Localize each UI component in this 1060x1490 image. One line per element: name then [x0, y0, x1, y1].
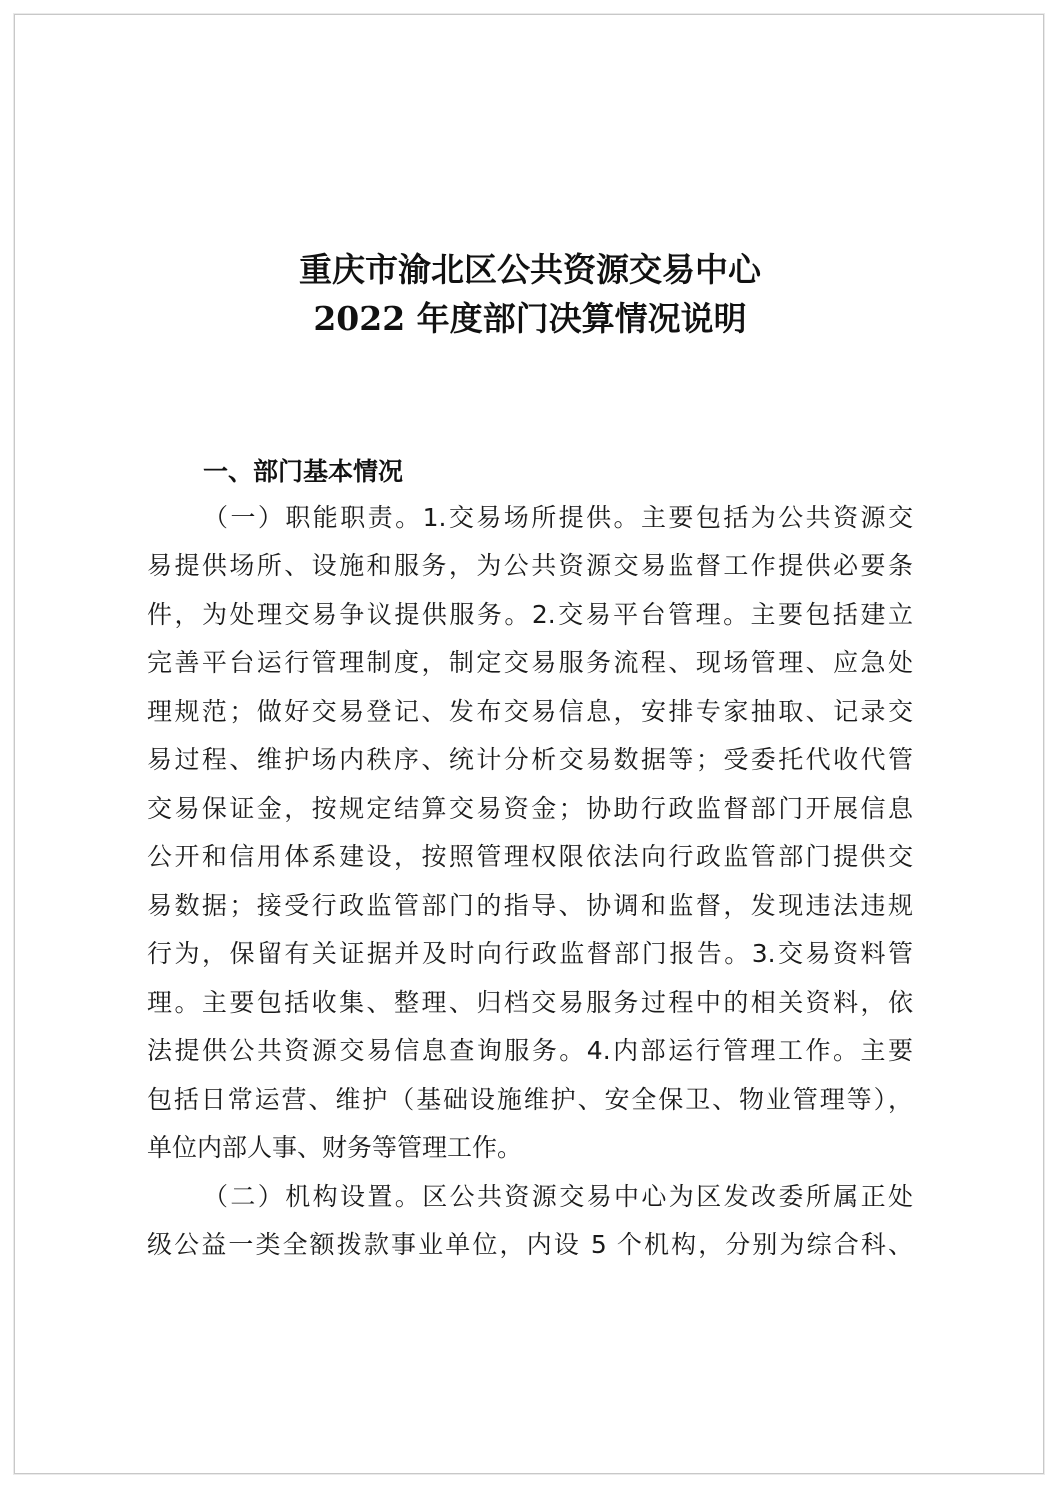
body-line: 级公益一类全额拨款事业单位，内设 5 个机构，分别为综合科、 — [147, 1230, 913, 1259]
body-line: （一）职能职责。1.交易场所提供。主要包括为公共资源交 — [203, 503, 913, 532]
body-line: 易数据；接受行政监管部门的指导、协调和监督，发现违法违规 — [147, 891, 913, 920]
body-line: 公开和信用体系建设，按照管理权限依法向行政监管部门提供交 — [147, 842, 913, 871]
body-line: （二）机构设置。区公共资源交易中心为区发改委所属正处 — [203, 1182, 913, 1211]
body-line: 包括日常运营、维护（基础设施维护、安全保卫、物业管理等）， — [147, 1085, 913, 1114]
body-line: 件，为处理交易争议提供服务。2.交易平台管理。主要包括建立 — [147, 600, 913, 629]
body-line: 完善平台运行管理制度，制定交易服务流程、现场管理、应急处 — [147, 648, 913, 677]
document-title-line-1: 重庆市渝北区公共资源交易中心 — [299, 250, 761, 289]
body-line: 行为，保留有关证据并及时向行政监督部门报告。3.交易资料管 — [147, 939, 913, 968]
body-line: 理。主要包括收集、整理、归档交易服务过程中的相关资料，依 — [147, 988, 913, 1017]
body-line: 交易保证金，按规定结算交易资金；协助行政监督部门开展信息 — [147, 794, 913, 823]
body-line: 单位内部人事、财务等管理工作。 — [147, 1133, 523, 1162]
body-line: 法提供公共资源交易信息查询服务。4.内部运行管理工作。主要 — [147, 1036, 913, 1065]
section-heading: 一、部门基本情况 — [203, 457, 404, 486]
body-line: 理规范；做好交易登记、发布交易信息，安排专家抽取、记录交 — [147, 697, 913, 726]
body-line: 易过程、维护场内秩序、统计分析交易数据等；受委托代收代管 — [147, 745, 913, 774]
body-line: 易提供场所、设施和服务，为公共资源交易监督工作提供必要条 — [147, 551, 913, 580]
document-title-line-2: 2022 年度部门决算情况说明 — [313, 299, 747, 338]
